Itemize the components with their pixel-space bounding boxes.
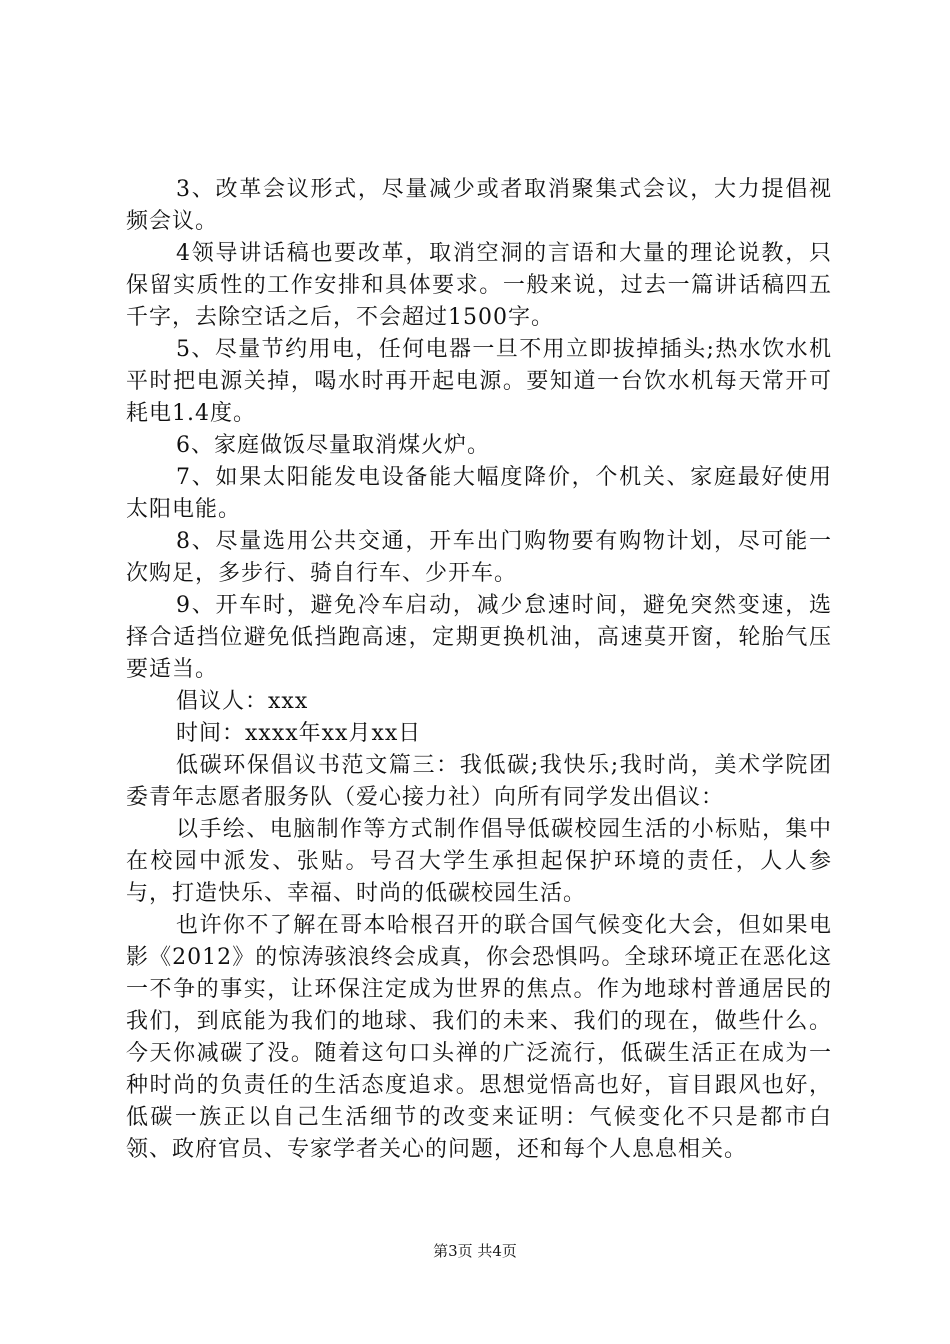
paragraph-item-7: 7、如果太阳能发电设备能大幅度降价，个机关、家庭最好使用太阳电能。 bbox=[126, 465, 832, 522]
paragraph-stickers: 以手绘、电脑制作等方式制作倡导低碳校园生活的小标贴，集中在校园中派发、张贴。号召大学生承担起保护环境的责任，人人参与，打造快乐、幸福、时尚的低碳校园生活。 bbox=[126, 817, 832, 906]
sample-three-intro: 低碳环保倡议书范文篇三：我低碳;我快乐;我时尚，美术学院团委青年志愿者服务队（爱心接力社）向所有同学发出倡议： bbox=[126, 753, 832, 810]
date-line: 时间：xxxx年xx月xx日 bbox=[176, 721, 422, 746]
paragraph-item-6: 6、家庭做饭尽量取消煤火炉。 bbox=[176, 433, 490, 458]
paragraph-item-3: 3、改革会议形式，尽量减少或者取消聚集式会议，大力提倡视频会议。 bbox=[126, 177, 832, 234]
paragraph-item-8: 8、尽量选用公共交通，开车出门购物要有购物计划，尽可能一次购足，多步行、骑自行车、少开车。 bbox=[126, 529, 832, 586]
proposer-line: 倡议人：xxx bbox=[176, 689, 309, 714]
paragraph-item-4: 4领导讲话稿也要改革，取消空洞的言语和大量的理论说教，只保留实质性的工作安排和具体要求。一般来说，过去一篇讲话稿四五千字，去除空话之后，不会超过1500字。 bbox=[126, 241, 832, 330]
paragraph-item-5: 5、尽量节约用电，任何电器一旦不用立即拔掉插头;热水饮水机平时把电源关掉，喝水时再开起电源。要知道一台饮水机每天常开可耗电1.4度。 bbox=[126, 337, 832, 426]
paragraph-item-9: 9、开车时，避免冷车启动，减少怠速时间，避免突然变速，选择合适挡位避免低挡跑高速，定期更换机油，高速莫开窗，轮胎气压要适当。 bbox=[126, 593, 832, 682]
paragraph-climate: 也许你不了解在哥本哈根召开的联合国气候变化大会，但如果电影《2012》的惊涛骇浪终会成真，你会恐惧吗。全球环境正在恶化这一不争的事实，让环保注定成为世界的焦点。作为地球村普通居民的我们，到底能为我们的地球、我们的未来、我们的现在，做些什么。今天你减碳了没。随着这句口头禅的广泛流行，低碳生活正在成为一种时尚的负责任的生活态度追求。思想觉悟高也好，盲目跟风也好，低碳一族正以自己生活细节的改变来证明：气候变化不只是都市白领、政府官员、专家学者关心的问题，还和每个人息息相关。 bbox=[126, 913, 832, 1162]
document-body bbox=[126, 174, 832, 1166]
page-footer: 第3页 共4页 bbox=[433, 1242, 517, 1260]
